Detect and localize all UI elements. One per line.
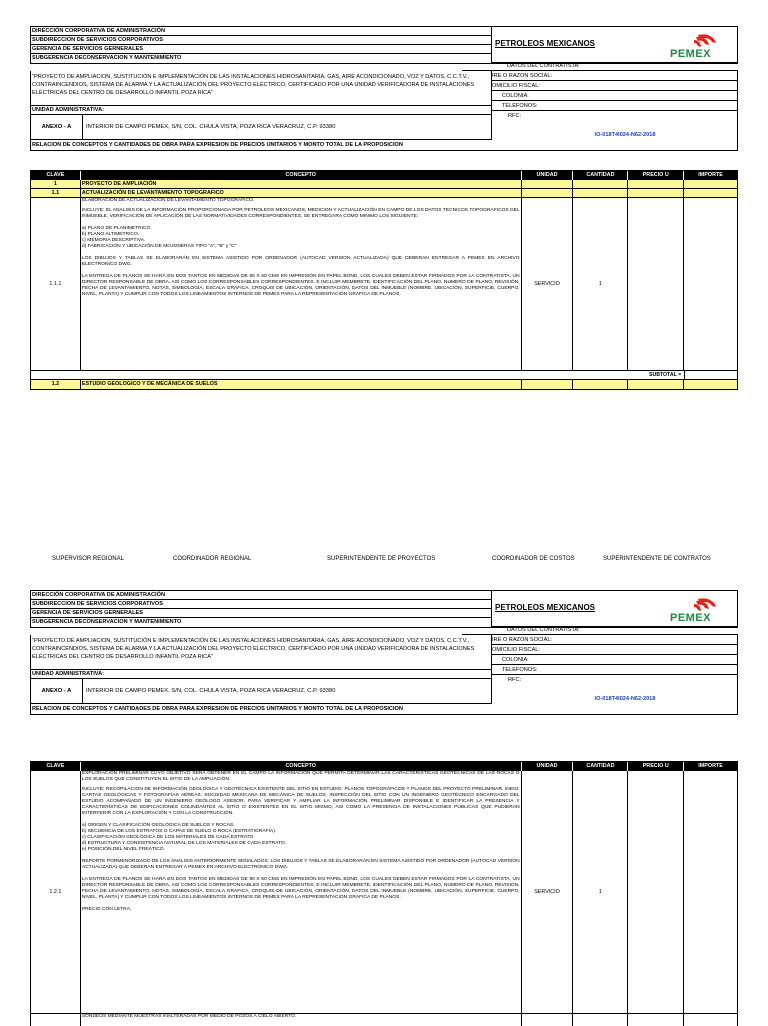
col-clave: CLAVE [31, 171, 81, 180]
concept-title: SONDEOS MEDIANTE MUESTRAS INALTERADAS POR MEDIO DE POZOS A CIELO ABIERTO. [81, 1014, 297, 1019]
document-header [30, 26, 738, 156]
col-clave: CLAVE [31, 762, 81, 771]
row-precio [628, 771, 684, 1013]
row-concept: ACTUALIZACIÓN DE LEVANTAMIENTO TOPOGRAFICO [81, 189, 522, 197]
col-importe: IMPORTE [698, 172, 723, 178]
table-row [31, 198, 737, 371]
col-concepto: CONCEPTO [81, 762, 522, 771]
concept-paragraph: LOS DIBUJOS Y TABLAS SE ELABORARÁN EN SISTEMA ASISTIDO POR ORDENADOR (AUTOCAD VERSION ACTUALIZADA) QUE DEBERAN ENTREGAR A PEMEX EN ARCHIVO ELECTRONICO DWG. [81, 256, 520, 267]
subtotal-label: SUBTOTAL = [649, 372, 682, 378]
concept-paragraph: INCLUYE: EL ANALISIS DE LA INFORMACIÓN PROPORCIONADA POR PETROLEOS MEXICANOS, MEDICION Y ACTUALIZACIÓN EN CAMPO DE LOS DATOS TECNICOS TOPOGRAFICOS DEL INMUEBLE, VERIFICACIÓN DE APLICACIÓN DE LAS NORMATIVIDADES CORRESPONDIENTES, SE ENTREGARA COMO MINIMO LOS SIGUIENTE: [81, 208, 520, 219]
row-clave: 1.2 [31, 380, 81, 389]
header-line-subgerencia: SUBGERENCIA DECONSERVACION Y MANTENIMIENTO [32, 55, 182, 61]
table-row [31, 1014, 737, 1026]
pemex-logo-icon: PEMEX [668, 33, 728, 63]
header-line-subdireccion: SUBDIRECCION DE SERVICIOS CORPORATIVOS [31, 600, 491, 609]
col-unidad: UNIDAD [522, 762, 574, 771]
subtotal-value [684, 371, 737, 379]
row-clave: 1.1.1 [31, 198, 81, 370]
row-concept: ESTUDIO GEOLOGICO Y DE MECÁNICA DE SUELOS [81, 380, 522, 389]
relacion-title: RELACION DE CONCEPTOS Y CANTIDADES DE OBRA PARA EXPRESION DE PRECIOS UNITARIOS Y MONTO TOTAL DE LA PROPOSICION [30, 704, 738, 715]
col-concepto: CONCEPTO [81, 171, 522, 180]
company-box [492, 26, 738, 64]
concept-paragraph: LA ENTREGA DE PLANOS SE HARÁ EN DOS TANTOS EN MEDIDAS DE 90 X 60 CMS EN IMPRESIÓN EN PAPEL BOND, LOS CUALES DEBEN ESTAR FIRMADOS POR LA CONTRATISTA, UN DIRECTOR RESPONSABLE DE OBRA, ASÍ COMO LOS CORRESPONSABLES CORRESPONDIENTES, E INCLUIR MEMBRETE, IDENTIFICACIÓN DEL PLANO, NUMERO DE PLANO, REVISIÓN, FECHA DE LEVANTAMIENTO, NOTAS, SIMBOLOGÍA, ESCALA GRAFICA, CROQUIS DE UBICACIÓN, ORIENTACIÓN, DATOS DEL INMUEBLE (NOMBRE, UBICACIÓN, SUPERFICIE, CUERPO, NIVEL, PLANTA) Y CUMPLIR CON TODOS LOS LINEAMIENTOS INTERNOS DE PEMEX PARA LA REPRESENTACIÓN GRAFICA DE PLANOS. [81, 274, 520, 297]
list-item: d) FABRICACIÓN Y UBICACIÓN DE MOJONERAS TIPO "A", "B" y "C" [81, 244, 237, 249]
anexo-row [30, 679, 492, 704]
contractor-fields [492, 71, 738, 140]
signature-coordinador-regional: COORDINADOR REGIONAL [173, 556, 252, 562]
document-header [30, 590, 738, 720]
relacion-title: RELACION DE CONCEPTOS Y CANTIDADES DE OBRA PARA EXPRESION DE PRECIOS UNITARIOS Y MONTO TOTAL DE LA PROPOSICION [30, 140, 738, 151]
field-telefonos: TELEFONOS: [492, 665, 737, 675]
col-unidad: UNIDAD [522, 171, 574, 180]
row-clave: 1 [31, 180, 81, 188]
header-line-direccion: DIRECCIÓN CORPORATIVA DE ADMINISTRACIÓN [31, 27, 491, 36]
field-telefonos: TELEFONOS: [492, 101, 737, 111]
datos-contratista-label: DATOS DEL CONTRATISTA: [462, 62, 738, 71]
header-line-direccion: DIRECCIÓN CORPORATIVA DE ADMINISTRACIÓN [31, 591, 491, 600]
field-rfc: RFC: [508, 113, 522, 119]
anexo-row [30, 115, 492, 140]
table-row [31, 771, 737, 1014]
signature-superintendente-contratos: SUPERINTENDENTE DE CONTRATOS [603, 556, 711, 562]
anexo-label: ANEXO - A [31, 679, 83, 703]
header-line-subdireccion: SUBDIRECCION DE SERVICIOS CORPORATIVOS [31, 36, 491, 45]
row-unidad: SERVICIO [522, 771, 574, 1013]
list-item: a) ORIGEN Y CLASIFICACIÓN GEOLÓGICA DE SUELOS Y ROCAS. [81, 823, 235, 828]
signature-coordinador-costos: COORDINADOR DE COSTOS [492, 556, 575, 562]
field-colonia: COLONIA: [492, 91, 737, 101]
row-clave: 1.2.1 [31, 771, 81, 1013]
concept-paragraph: EXPLORACIÓN PRELIMINAR CUYO OBJETIVO SERÁ OBTENER EN EL CAMPO LA INFORMACIÓN QUE PERMITA DETERMINAR LAS CARACTERÍSTICAS GEOTÉCNICAS DE LAS ROCAS O LOS SUELOS QUE CONSTITUYEN EL SITIO DE LA AMPLIACIÓN. [81, 771, 520, 782]
folio-number: IO-018T4I024-N62-2018 [594, 132, 656, 138]
unidad-administrativa: UNIDAD ADMINISTRATIVA: [30, 670, 492, 679]
row-importe [684, 198, 737, 370]
anexo-address: INTERIOR DE CAMPO PEMEX, S/N, COL. CHULA VISTA, POZA RICA VERACRUZ, C.P. 93380 [86, 124, 336, 130]
concepts-table [30, 170, 738, 390]
row-concept [81, 1014, 522, 1026]
concept-list [82, 226, 520, 250]
field-colonia: COLONIA: [492, 655, 737, 665]
row-clave [31, 1014, 81, 1026]
project-description: "PROYECTO DE AMPLIACION, SUSTITUCIÓN E IMPLEMENTACIÓN DE LAS INSTALACIONES HIDROSANITARIA, GAS, AIRE ACONDICIONADO, VOZ Y DATOS, C.C.T.V., CONTRAINCENDIOS, SISTEMA DE ALARMA Y LA ACTUALIZACIÓN DEL PROYECTO ELÉCTRICO, CERTIFICADO POR UNA UNIDAD VERIFICADORA DE INSTALACIONES ELÉCTRICAS DEL CENTRO DE DESARROLLO INFANTIL POZA RICA" [30, 635, 492, 670]
concept-list [82, 823, 520, 853]
header-line-subgerencia: SUBGERENCIA DECONSERVACION Y MANTENIMIENTO [32, 619, 182, 625]
list-item: c) MEMORIA DESCRIPTIVA. [81, 238, 146, 243]
col-cantidad: CANTIDAD [573, 171, 628, 180]
concept-paragraph: LA ENTREGA DE PLANOS SE HARÁ EN DOS TANTOS EN MEDIDAS DE 90 X 60 CMS EN IMPRESIÓN EN PAPEL BOND, LOS CUALES DEBEN ESTAR FIRMADOS POR LA CONTRATISTA, UN DIRECTOR RESPONSABLE DE OBRA, ASÍ COMO LOS CORRESPONSABLES CORRESPONDIENTES, E INCLUIR MEMBRETE, IDENTIFICACIÓN DEL PLANO, NUMERO DE PLANO, REVISIÓN, FECHA DE LEVANTAMIENTO, NOTAS, SIMBOLOGÍA, ESCALA GRAFICA, CROQUIS DE UBICACIÓN, ORIENTACIÓN, DATOS DEL INMUEBLE (NOMBRE, UBICACIÓN, SUPERFICIE, CUERPO, NIVEL, PLANTA) Y CUMPLIR CON TODOS LOS LINEAMIENTOS INTERNOS DE PEMEX PARA LA REPRESENTACIÓN GRAFICA DE PLANOS. [81, 877, 520, 900]
list-item: b) SECUENCIA DE LOS ESTRATOS O CAPAS DE SUELO O ROCA (ESTRATIGRAFÍA). [81, 829, 277, 834]
field-razon-social: IRE O RAZON SOCIAL: [492, 71, 737, 81]
concepts-table [30, 761, 738, 1026]
header-lines [30, 26, 492, 64]
header-line-gerencia: GERENCIA DE SERVICIOS GERNERALES [31, 609, 491, 618]
row-unidad: SERVICIO [522, 198, 574, 370]
header-lines [30, 590, 492, 628]
header-line-gerencia: GERENCIA DE SERVICIOS GERNERALES [31, 45, 491, 54]
price-in-letters-label: PRECIO CON LETRA: [81, 907, 132, 912]
field-razon-social: IRE O RAZON SOCIAL: [492, 635, 737, 645]
row-importe [684, 771, 737, 1013]
pemex-logo-icon: PEMEX [668, 597, 728, 627]
folio-number: IO-018T4I024-N62-2018 [594, 696, 656, 702]
col-precio: PRECIO U [628, 762, 684, 771]
col-importe: IMPORTE [698, 763, 723, 769]
field-domicilio: OMICILIO FISCAL: [492, 81, 737, 91]
project-description: "PROYECTO DE AMPLIACION, SUSTITUCIÓN E IMPLEMENTACIÓN DE LAS INSTALACIONES HIDROSANITARIA, GAS, AIRE ACONDICIONADO, VOZ Y DATOS, C.C.T.V., CONTRAINCENDIOS, SISTEMA DE ALARMA Y LA ACTUALIZACIÓN DEL PROYECTO ELÉCTRICO, CERTIFICADO POR UNA UNIDAD VERIFICADORA DE INSTALACIONES ELÉCTRICAS DEL CENTRO DE DESARROLLO INFANTIL POZA RICA" [30, 71, 492, 106]
table-row [31, 380, 737, 389]
row-concept [81, 198, 522, 370]
row-cantidad: 1 [573, 198, 628, 370]
row-cantidad: 1 [573, 771, 628, 1013]
table-row [31, 189, 737, 198]
concept-paragraph: INCLUYE: RECOPILACIÓN DE INFORMACIÓN GEOLÓGICA Y GEOTÉCNICA EXISTENTE DEL SITIO EN ESTUDIO. PLANOS TOPOGRÁFICOS Y PLANOS DEL PROYECTO PRELIMINAR. INEGI: CARTAS GEOLÓGICAS Y FOTOGRAFÍAS AÉREAS. SOCIEDAD MEXICANA DE MECÁNICA DE SUELOS, INSPECCIÓN DEL SITIO CON UN INGENIERO GEOTÉCNICO ENCARGADO DEL ESTUDIO ACOMPAÑADO DE UN INGENIERO GEÓLOGO ASESOR, PARA VERIFICAR Y AMPLIAR LA INFORMACIÓN PRELIMINAR DISPONIBLE E IDENTIFICAR LA PRESENCIA Y CARACTERÍSTICAS DE EDIFICACIONES COLINDANTES AL SITIO O EXISTENTES EN EL SITIO MISMO, ASÍ COMO LA PRESENCIA DE INSTALACIONES PÚBLICAS QUE PUDIERAN INTERFERIR CON LA EXPLORACIÓN Y CON LA CONSTRUCCIÓN. [81, 787, 520, 816]
signature-supervisor: SUPERVISOR REGIONAL [52, 556, 124, 562]
sheet-page-2 [0, 590, 768, 1019]
list-item: c) CLASIFICACIÓN GEOLÓGICA DE LOS MATERIALES DE CADA ESTRATO. [81, 835, 255, 840]
table-header [31, 171, 737, 180]
list-item: e) POSICIÓN DEL NIVEL FREÁTICO. [81, 847, 165, 852]
row-concept [81, 771, 522, 1013]
table-header [31, 762, 737, 771]
list-item: d) ESTRUCTURA Y CONSISTENCIA NATURAL DE LOS MATERIALES DE CADA ESTRATO. [81, 841, 287, 846]
col-cantidad: CANTIDAD [573, 762, 628, 771]
concept-title: ELABORACIÓN DE ACTUALIZACIÓN DE LEVANTAMIENTO TOPOGRÁFICO. [81, 198, 255, 203]
col-precio: PRECIO U [628, 171, 684, 180]
concept-paragraph: REPORTE PORMENORIZADO DE LOS ANALISIS ANTERIORMENTE SEÑALADOS, LOS DIBUJOS Y TABLAS SE ELABORARÁN EN SISTEMA ASISTIDO POR ORDENADOR (AUTOCAD VERSION ACTUALIZADA) QUE DEBERAN ENTREGAR A PEMEX EN ARCHIVO ELECTRONICO DWG. [81, 859, 520, 870]
table-row [31, 180, 737, 189]
sheet-page-1 [0, 26, 768, 562]
datos-contratista-label: DATOS DEL CONTRATISTA: [462, 626, 738, 635]
anexo-label: ANEXO - A [31, 115, 83, 139]
field-domicilio: OMICILIO FISCAL: [492, 645, 737, 655]
subtotal-row [31, 371, 737, 380]
anexo-address: INTERIOR DE CAMPO PEMEX, S/N, COL. CHULA VISTA, POZA RICA VERACRUZ, C.P. 93380 [86, 688, 336, 694]
list-item: b) PLANO ALTIMETRICO. [81, 232, 140, 237]
signature-superintendente-proyectos: SUPERINTENDENTE DE PROYECTOS [327, 556, 436, 562]
unidad-administrativa: UNIDAD ADMINISTRATIVA: [30, 106, 492, 115]
company-name: PETROLEOS MEXICANOS [495, 39, 596, 48]
row-concept: PROYECTO DE AMPLIACIÓN [81, 180, 522, 188]
contractor-fields [492, 635, 738, 704]
list-item: a) PLANO DE PLANIMETRICO. [81, 226, 152, 231]
company-name: PETROLEOS MEXICANOS [495, 603, 596, 612]
company-box [492, 590, 738, 628]
field-rfc: RFC: [508, 677, 522, 683]
row-clave: 1.1 [31, 189, 81, 197]
row-precio [628, 198, 684, 370]
